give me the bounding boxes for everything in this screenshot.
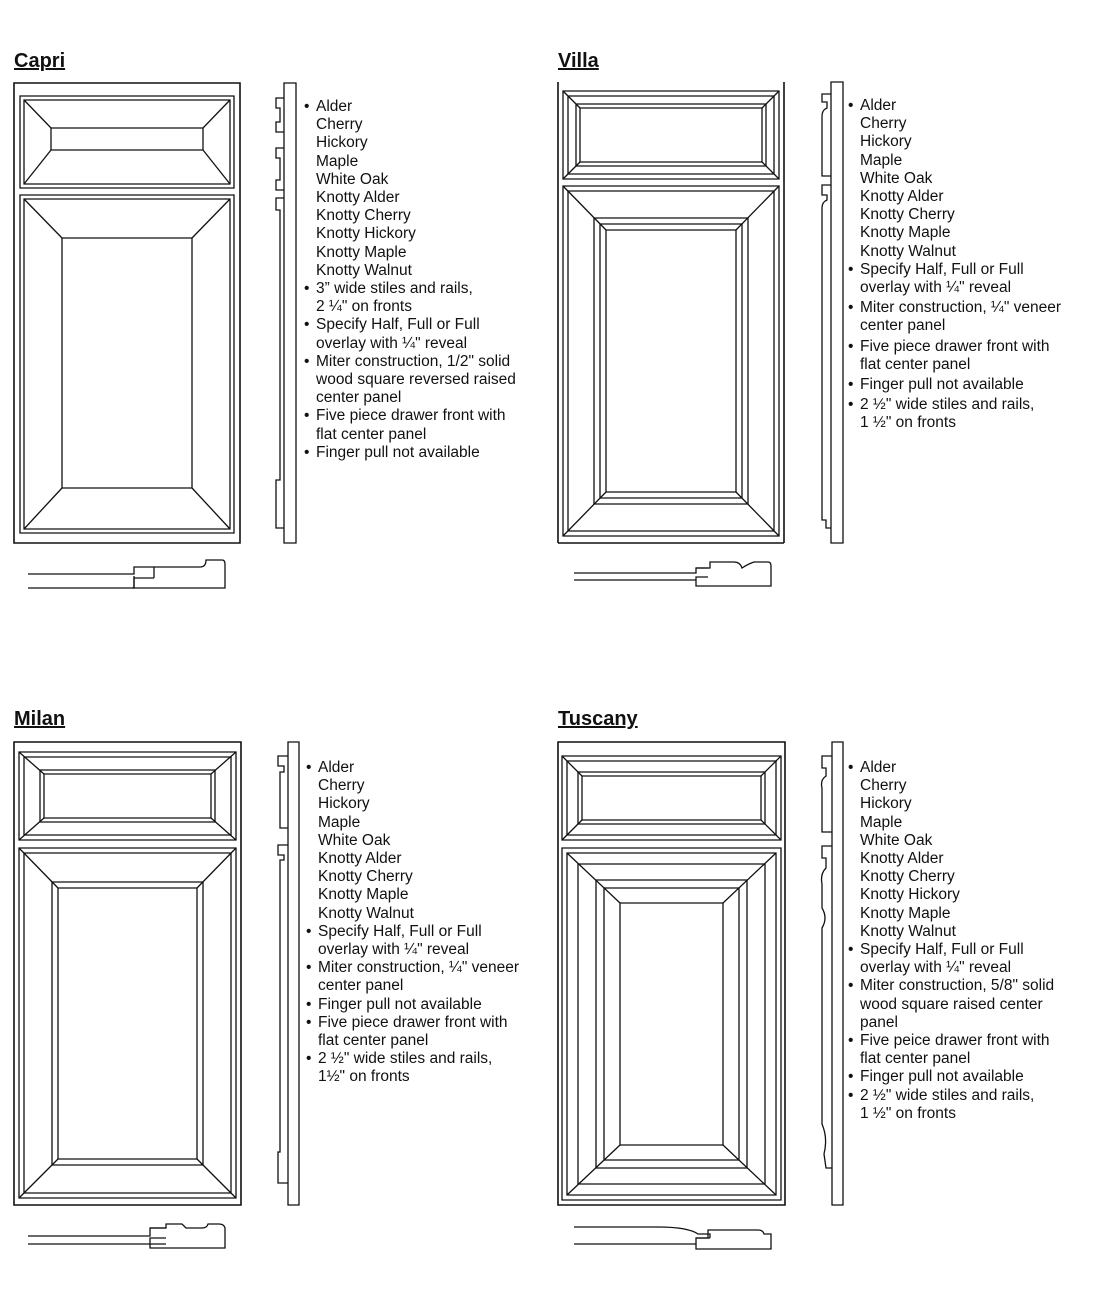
species-text: Knotty Walnut: [318, 904, 414, 922]
species-item: [306, 795, 546, 813]
note-item: [848, 376, 1088, 394]
bullet-icon: •: [848, 337, 854, 355]
bullet-icon: •: [848, 977, 854, 995]
species-text: White Oak: [860, 831, 933, 849]
note-text: Finger pull not available: [316, 443, 480, 461]
note-text: Five peice drawer front with flat center panel: [860, 1032, 1050, 1068]
bullet-icon: •: [306, 922, 312, 940]
bullet-icon: •: [848, 396, 854, 414]
species-item: [848, 152, 1088, 170]
bullet-icon: •: [304, 316, 310, 334]
bullet-icon: •: [306, 959, 312, 977]
note-item: [306, 923, 546, 959]
species-item: [304, 98, 544, 116]
note-text: Five piece drawer front with flat center panel: [318, 1013, 508, 1050]
note-text: Five piece drawer front with flat center panel: [316, 407, 506, 443]
bullet-icon: •: [848, 299, 854, 317]
species-text: Cherry: [318, 777, 365, 795]
species-text: Knotty Alder: [316, 189, 400, 207]
species-item: [848, 97, 1088, 115]
door-title-capri: Capri: [14, 50, 66, 72]
note-item: [306, 1050, 546, 1086]
door-capri: [14, 50, 554, 630]
note-text: Finger pull not available: [860, 376, 1024, 394]
species-text: Cherry: [860, 115, 907, 133]
note-item: [848, 1032, 1088, 1068]
species-item: [306, 868, 546, 886]
bullet-icon: •: [306, 995, 312, 1013]
species-text: Alder: [316, 98, 353, 115]
bullet-icon: •: [304, 280, 310, 298]
species-item: [304, 116, 544, 134]
bullet-icon: •: [848, 941, 854, 959]
bullet-icon: •: [848, 1086, 854, 1104]
bullet-icon: •: [306, 1013, 312, 1031]
bullet-icon: •: [306, 759, 312, 776]
spec-list-villa: [848, 97, 1088, 433]
bullet-icon: •: [848, 1068, 854, 1086]
species-item: [848, 243, 1088, 261]
species-text: Hickory: [860, 133, 912, 151]
species-text: Hickory: [860, 795, 912, 813]
species-text: Alder: [860, 759, 897, 776]
bullet-icon: •: [304, 407, 310, 425]
species-item: [848, 886, 1088, 904]
spec-list-tuscany: [848, 759, 1088, 1123]
door-milan: [14, 708, 554, 1288]
note-item: [848, 396, 1088, 432]
species-item: [304, 153, 544, 171]
species-text: Alder: [318, 759, 355, 776]
species-item: [306, 886, 546, 904]
species-item: [304, 171, 544, 189]
species-item: [306, 832, 546, 850]
species-text: Knotty Cherry: [318, 868, 413, 886]
species-text: White Oak: [316, 170, 389, 188]
species-text: Maple: [318, 813, 361, 831]
spec-list-milan: [306, 759, 546, 1087]
door-villa: [558, 50, 1098, 630]
note-text: Specify Half, Full or Full overlay with ¼" reveal: [318, 922, 482, 959]
species-item: [304, 207, 544, 225]
bullet-icon: •: [304, 98, 310, 115]
note-item: [848, 299, 1088, 335]
species-text: Knotty Alder: [860, 850, 944, 868]
species-text: Knotty Walnut: [860, 922, 956, 940]
bullet-icon: •: [848, 759, 854, 776]
bullet-icon: •: [304, 443, 310, 461]
species-text: Knotty Cherry: [316, 207, 411, 225]
species-item: [306, 777, 546, 795]
species-item: [848, 905, 1088, 923]
note-text: Miter construction, 5/8" solid wood square raised center panel: [860, 977, 1055, 1031]
species-text: Knotty Maple: [860, 904, 951, 922]
note-text: Miter construction, ¼" veneer center panel: [318, 959, 520, 995]
note-item: [306, 959, 546, 995]
note-item: [848, 338, 1088, 374]
species-text: Knotty Walnut: [860, 242, 956, 260]
note-text: Specify Half, Full or Full overlay with ¼" reveal: [860, 260, 1024, 297]
species-item: [304, 225, 544, 243]
species-text: Knotty Cherry: [860, 206, 955, 224]
species-item: [848, 115, 1088, 133]
species-text: Alder: [860, 97, 897, 114]
species-item: [848, 188, 1088, 206]
species-text: Maple: [316, 152, 359, 170]
bullet-icon: •: [848, 260, 854, 278]
note-item: [304, 280, 544, 316]
bullet-icon: •: [304, 352, 310, 370]
species-item: [848, 759, 1088, 777]
note-item: [848, 977, 1088, 1032]
note-text: Specify Half, Full or Full overlay with ¼" reveal: [860, 941, 1024, 977]
species-text: Knotty Cherry: [860, 868, 955, 886]
note-text: 2 ½" wide stiles and rails, 1½" on fronts: [318, 1050, 493, 1086]
species-text: Knotty Maple: [316, 243, 407, 261]
door-tuscany: [558, 708, 1098, 1288]
note-item: [306, 996, 546, 1014]
species-text: Maple: [860, 151, 903, 169]
note-text: Miter construction, ¼" veneer center panel: [860, 299, 1062, 335]
species-item: [306, 759, 546, 777]
note-item: [304, 316, 544, 352]
species-text: Knotty Hickory: [860, 886, 960, 904]
spec-list-capri: [304, 98, 544, 462]
note-item: [848, 1068, 1088, 1086]
species-item: [304, 244, 544, 262]
bullet-icon: •: [848, 376, 854, 394]
species-item: [306, 814, 546, 832]
door-title-villa: Villa: [558, 50, 599, 72]
species-item: [848, 850, 1088, 868]
species-text: Knotty Maple: [318, 886, 409, 904]
species-text: Knotty Alder: [318, 850, 402, 868]
species-text: Cherry: [860, 777, 907, 795]
species-text: Knotty Alder: [860, 188, 944, 206]
bullet-icon: •: [848, 97, 854, 114]
species-text: Hickory: [316, 134, 368, 152]
note-text: Specify Half, Full or Full overlay with ¼" reveal: [316, 316, 480, 352]
species-item: [848, 224, 1088, 242]
species-text: Knotty Maple: [860, 224, 951, 242]
door-title-milan: Milan: [14, 708, 66, 730]
species-item: [304, 262, 544, 280]
species-text: Cherry: [316, 116, 363, 134]
species-text: White Oak: [318, 831, 391, 849]
note-text: Miter construction, 1/2" solid wood square reversed raised center panel: [316, 352, 516, 407]
species-item: [304, 134, 544, 152]
species-item: [306, 850, 546, 868]
species-item: [306, 905, 546, 923]
species-item: [848, 170, 1088, 188]
note-text: 3” wide stiles and rails, 2 ¼" on fronts: [316, 280, 473, 316]
species-text: White Oak: [860, 169, 933, 187]
note-text: Finger pull not available: [860, 1068, 1024, 1086]
bullet-icon: •: [306, 1050, 312, 1068]
species-text: Hickory: [318, 795, 370, 813]
bullet-icon: •: [848, 1032, 854, 1050]
door-title-tuscany: Tuscany: [558, 708, 638, 730]
note-text: 2 ½" wide stiles and rails, 1 ½" on fronts: [860, 396, 1035, 432]
species-text: Maple: [860, 813, 903, 831]
species-item: [848, 133, 1088, 151]
note-item: [304, 407, 544, 443]
note-item: [848, 1087, 1088, 1123]
species-text: Knotty Walnut: [316, 261, 412, 279]
species-item: [848, 868, 1088, 886]
species-item: [848, 832, 1088, 850]
species-item: [848, 777, 1088, 795]
note-item: [304, 444, 544, 462]
note-item: [304, 353, 544, 408]
note-item: [306, 1014, 546, 1050]
note-item: [848, 941, 1088, 977]
note-text: Five piece drawer front with flat center panel: [860, 337, 1050, 373]
species-item: [304, 189, 544, 207]
species-item: [848, 795, 1088, 813]
note-item: [848, 261, 1088, 297]
species-item: [848, 206, 1088, 224]
species-item: [848, 923, 1088, 941]
note-text: Finger pull not available: [318, 995, 482, 1013]
species-text: Knotty Hickory: [316, 225, 416, 243]
species-item: [848, 814, 1088, 832]
note-text: 2 ½" wide stiles and rails, 1 ½" on fronts: [860, 1086, 1035, 1122]
